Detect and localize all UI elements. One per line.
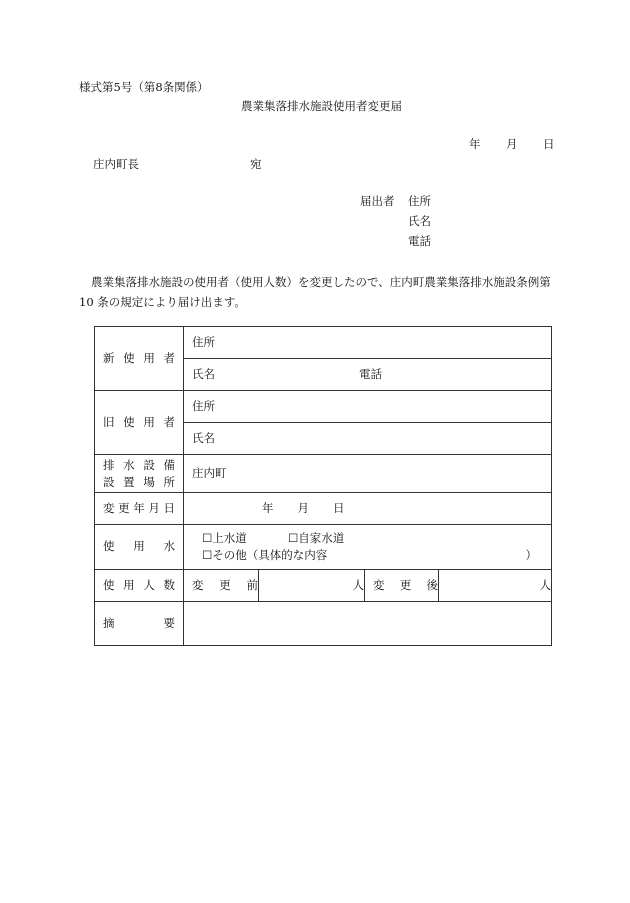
notifier-label: 届出者: [360, 194, 395, 208]
facility-label-line1: 排水設備: [103, 457, 175, 472]
addressee: 庄内町長: [93, 157, 139, 171]
notifier-address-label: 住所: [408, 194, 431, 208]
honorific: 宛: [250, 157, 262, 171]
new-user-name-label: 氏名: [192, 366, 215, 381]
old-user-address-field[interactable]: [184, 391, 552, 423]
old-user-name-field[interactable]: [184, 423, 552, 455]
water-row: [95, 525, 552, 570]
facility-label: [95, 455, 184, 493]
water-options-line2: [202, 547, 551, 564]
facility-label-line2: 設置場所: [103, 474, 175, 489]
new-user-label: 新使用者: [95, 327, 184, 391]
notifier-name-label: 氏名: [408, 214, 431, 228]
form-code: 様式第5号（第8条関係）: [79, 80, 209, 94]
public-water-checkbox[interactable]: ☐上水道: [202, 530, 247, 545]
date-year-label: 年: [469, 137, 481, 151]
old-user-label: 旧使用者: [95, 391, 184, 455]
headcount-after-label: 変更後: [365, 570, 439, 602]
facility-location-field[interactable]: [184, 455, 552, 493]
notification-table: [94, 326, 552, 646]
new-user-address-row: [95, 327, 552, 359]
facility-location-value: 庄内町: [192, 465, 227, 480]
private-water-checkbox[interactable]: ☐自家水道: [288, 530, 345, 545]
water-options-line1: [202, 530, 551, 547]
new-user-name-field[interactable]: [184, 359, 552, 391]
old-user-address-label: 住所: [192, 398, 215, 413]
headcount-after-unit: 人: [539, 577, 551, 592]
headcount-before-field[interactable]: [259, 570, 365, 602]
change-date-year-label: 年: [262, 500, 274, 515]
other-water-checkbox[interactable]: ☐その他（具体的な内容: [202, 548, 328, 562]
summary-row: [95, 602, 552, 646]
old-user-name-label: 氏名: [192, 430, 215, 445]
headcount-before-unit: 人: [352, 577, 364, 592]
date-month-label: 月: [506, 137, 518, 151]
document-title: 農業集落排水施設使用者変更届: [241, 99, 402, 113]
change-date-month-label: 月: [297, 500, 309, 515]
notifier-phone-label: 電話: [408, 234, 431, 248]
body-paragraph: 農業集落排水施設の使用者（使用人数）を変更したので、庄内町農業集落排水施設条例第 10 条の規定により届け出ます。: [79, 275, 551, 309]
facility-row: [95, 455, 552, 493]
change-date-field[interactable]: [184, 493, 552, 525]
headcount-label: 使用人数: [95, 570, 184, 602]
date-day-label: 日: [543, 137, 555, 151]
water-label: 使用水: [95, 525, 184, 570]
headcount-before-label: 変更前: [184, 570, 259, 602]
new-user-address-field[interactable]: [184, 327, 552, 359]
new-user-address-label: 住所: [192, 334, 215, 349]
water-options: [184, 525, 552, 570]
headcount-row: [95, 570, 552, 602]
headcount-after-field[interactable]: [439, 570, 552, 602]
new-user-phone-label: 電話: [359, 366, 382, 381]
change-date-label: 変更年月日: [95, 493, 184, 525]
summary-field[interactable]: [184, 602, 552, 646]
other-water-close-paren: ）: [525, 548, 537, 562]
old-user-address-row: [95, 391, 552, 423]
change-date-row: [95, 493, 552, 525]
summary-label: 摘要: [95, 602, 184, 646]
change-date-day-label: 日: [333, 500, 345, 515]
